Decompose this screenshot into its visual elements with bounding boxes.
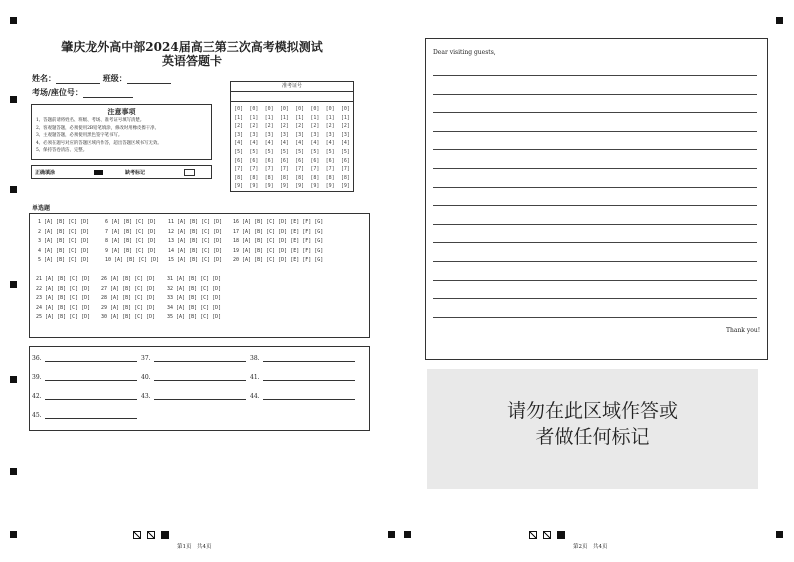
no-answer-line: 者做任何标记 — [535, 426, 650, 448]
exam-id-bubble[interactable]: [2] — [249, 123, 259, 130]
timing-mark — [10, 17, 17, 24]
mc-question-group — [105, 218, 159, 266]
writing-line[interactable] — [433, 317, 757, 318]
exam-id-bubble[interactable]: [6] — [249, 157, 259, 164]
exam-id-bubble[interactable]: [6] — [264, 157, 274, 164]
exam-id-bubble[interactable]: [6] — [340, 157, 350, 164]
writing-line[interactable] — [433, 131, 757, 132]
exam-id-bubble[interactable]: [8] — [310, 174, 320, 181]
exam-id-bubble[interactable]: [9] — [295, 183, 305, 190]
exam-id-bubble[interactable]: [3] — [249, 131, 259, 138]
timing-mark — [10, 186, 17, 193]
mc-question-row[interactable]: 18 [A] [B] [C] [D] [E] [F] [G] — [233, 238, 324, 244]
exam-id-bubble[interactable]: [2] — [325, 123, 335, 130]
writing-line[interactable] — [433, 149, 757, 150]
timing-mark — [10, 531, 17, 538]
notice-line: 5、保持答卷清洁、完整。 — [36, 148, 88, 153]
exam-id-bubble[interactable]: [6] — [279, 157, 289, 164]
fill-in-item[interactable] — [250, 374, 355, 381]
exam-id-bubble[interactable]: [8] — [295, 174, 305, 181]
writing-line[interactable] — [433, 112, 757, 113]
fill-in-answer-line[interactable] — [154, 374, 246, 381]
fill-in-box — [29, 346, 370, 431]
exam-id-bubble[interactable]: [5] — [340, 148, 350, 155]
exam-id-title: 准考证号 — [231, 82, 353, 92]
exam-id-bubble[interactable]: [1] — [264, 114, 274, 121]
mc-question-row[interactable]: 27 [A] [B] [C] [D] — [101, 285, 156, 292]
writing-box — [425, 38, 768, 360]
letter-greeting: Dear visiting guests, — [433, 49, 496, 56]
exam-id-bubble[interactable]: [1] — [340, 114, 350, 121]
mc-question-row[interactable]: 1 [A] [B] [C] [D] — [38, 219, 90, 225]
fill-in-answer-line[interactable] — [45, 393, 137, 400]
writing-line[interactable] — [433, 168, 757, 169]
exam-id-bubble[interactable]: [9] — [264, 183, 274, 190]
page-number: 第1页 共4页 — [177, 544, 212, 550]
fill-in-number: 39. — [32, 374, 42, 381]
page-marker-icon — [543, 531, 551, 539]
fill-in-item[interactable] — [141, 374, 246, 381]
fill-in-answer-line[interactable] — [45, 374, 137, 381]
no-answer-text — [427, 398, 758, 450]
exam-id-bubble[interactable]: [9] — [249, 183, 259, 190]
page-marker-icon — [529, 531, 537, 539]
mc-question-row[interactable]: 23 [A] [B] [C] [D] — [36, 295, 91, 301]
exam-id-bubble[interactable]: [1] — [295, 114, 305, 121]
exam-id-bubble[interactable]: [1] — [249, 114, 259, 121]
exam-id-bubble[interactable]: [3] — [264, 131, 274, 138]
mc-question-row[interactable]: 15 [A] [B] [C] [D] — [168, 257, 223, 263]
fill-in-answer-line[interactable] — [263, 374, 355, 381]
mc-question-row[interactable]: 10 [A] [B] [C] [D] — [105, 257, 160, 263]
writing-line[interactable] — [433, 261, 757, 262]
notice-line: 1、答题前请将姓名、班级、考场、准考证号填写清楚。 — [36, 118, 145, 123]
timing-mark — [10, 468, 17, 475]
exam-id-bubble[interactable]: [4] — [295, 140, 305, 147]
absent-mark-box[interactable] — [184, 169, 195, 176]
mc-question-group — [233, 218, 323, 266]
exam-id-bubble[interactable]: [9] — [234, 183, 244, 190]
fill-in-number: 45. — [32, 412, 42, 419]
fill-in-answer-line[interactable] — [45, 412, 137, 419]
exam-id-bubble[interactable]: [7] — [279, 166, 289, 173]
exam-id-bubble[interactable]: [5] — [249, 148, 259, 155]
exam-id-bubble[interactable]: [0] — [279, 106, 289, 112]
exam-id-bubble[interactable]: [0] — [264, 106, 274, 112]
exam-id-bubble[interactable]: [3] — [325, 131, 335, 138]
page-marker-icon — [133, 531, 141, 539]
exam-id-column — [249, 105, 258, 191]
correct-fill-label: 正确填涂 — [35, 170, 56, 176]
exam-id-bubble[interactable]: [5] — [295, 148, 305, 155]
mc-question-row[interactable]: 34 [A] [B] [C] [D] — [167, 304, 222, 311]
fill-in-item[interactable] — [141, 393, 246, 400]
exam-id-bubble[interactable]: [3] — [234, 131, 244, 138]
timing-mark — [776, 17, 783, 24]
fill-in-item[interactable] — [250, 355, 355, 362]
no-answer-line: 请勿在此区域作答或 — [506, 400, 678, 422]
mc-question-row[interactable]: 30 [A] [B] [C] [D] — [101, 314, 156, 320]
page-marker-icon — [147, 531, 155, 539]
exam-id-bubble[interactable]: [2] — [234, 123, 244, 130]
page-marker-icon — [161, 531, 169, 539]
exam-id-bubble[interactable]: [8] — [264, 174, 274, 181]
exam-id-bubble[interactable]: [5] — [234, 148, 244, 155]
mc-question-row[interactable]: 4 [A] [B] [C] [D] — [38, 247, 90, 254]
mc-question-row[interactable]: 20 [A] [B] [C] [D] [E] [F] [G] — [233, 257, 324, 263]
exam-id-bubble[interactable]: [4] — [325, 140, 335, 147]
exam-id-bubble[interactable]: [0] — [310, 106, 320, 112]
exam-id-bubble[interactable]: [4] — [340, 140, 350, 147]
correct-fill-sample-icon — [94, 170, 103, 175]
exam-id-write-row[interactable] — [231, 92, 353, 102]
exam-id-bubble[interactable]: [0] — [234, 106, 244, 112]
room-seat-field[interactable] — [32, 87, 133, 98]
exam-id-bubble[interactable]: [4] — [234, 140, 244, 147]
mc-box — [29, 213, 370, 338]
writing-line[interactable] — [433, 205, 757, 206]
sheet-title: 肇庆龙外高中部2024届高三第三次高考模拟测试 — [61, 40, 323, 54]
exam-id-column — [280, 105, 289, 191]
exam-id-bubble[interactable]: [0] — [340, 106, 350, 112]
exam-id-bubble[interactable]: [0] — [325, 106, 335, 112]
mc-question-row[interactable]: 29 [A] [B] [C] [D] — [101, 304, 156, 311]
exam-id-bubble-grid[interactable] — [231, 102, 353, 191]
timing-mark — [404, 531, 411, 538]
exam-id-bubble[interactable]: [7] — [249, 166, 259, 173]
mc-question-group — [36, 275, 90, 323]
exam-id-column — [326, 105, 335, 191]
notice-line: 2、客观题答题，必须使用2B铅笔填涂，修改时用橡皮擦干净。 — [36, 125, 159, 131]
exam-id-bubble[interactable]: [3] — [340, 131, 350, 138]
fill-in-item[interactable] — [32, 393, 137, 400]
timing-mark — [388, 531, 395, 538]
exam-id-bubble[interactable]: [3] — [279, 131, 289, 138]
exam-id-bubble[interactable]: [6] — [234, 157, 244, 164]
exam-id-bubble[interactable]: [8] — [249, 174, 259, 181]
exam-id-bubble[interactable]: [9] — [310, 183, 320, 190]
fill-in-number: 38. — [250, 355, 260, 362]
fill-in-item[interactable] — [32, 355, 137, 362]
exam-id-bubble[interactable]: [6] — [310, 157, 320, 164]
fill-in-item[interactable] — [141, 355, 246, 362]
exam-id-bubble[interactable]: [5] — [264, 148, 274, 155]
room-seat-label: 考场/座位号： — [32, 87, 83, 97]
exam-id-bubble[interactable]: [7] — [340, 166, 350, 173]
fill-in-number: 40. — [141, 374, 151, 381]
exam-id-bubble[interactable]: [2] — [295, 123, 305, 130]
fill-in-item[interactable] — [250, 393, 355, 400]
exam-id-bubble[interactable]: [8] — [234, 174, 244, 181]
exam-id-column — [295, 105, 304, 191]
fill-in-answer-line[interactable] — [154, 355, 246, 362]
mc-question-row[interactable]: 26 [A] [B] [C] [D] — [101, 276, 156, 282]
fill-in-answer-line[interactable] — [263, 393, 355, 400]
no-answer-zone — [427, 369, 758, 489]
fill-in-answer-line[interactable] — [45, 355, 137, 362]
notice-line: 3、主观题答题，必须使用黑色签字笔书写。 — [36, 133, 123, 138]
exam-id-bubble[interactable]: [1] — [325, 114, 335, 121]
mc-question-row[interactable]: 21 [A] [B] [C] [D] — [36, 276, 91, 282]
mc-question-row[interactable]: 35 [A] [B] [C] [D] — [167, 314, 222, 320]
exam-id-bubble[interactable]: [4] — [279, 140, 289, 147]
exam-id-bubble[interactable]: [9] — [279, 183, 289, 190]
timing-mark — [10, 281, 17, 288]
exam-id-bubble[interactable]: [5] — [325, 148, 335, 155]
timing-mark — [10, 96, 17, 103]
writing-line[interactable] — [433, 280, 757, 281]
writing-line[interactable] — [433, 298, 757, 299]
mc-question-group — [38, 218, 89, 266]
name-label: 姓名： — [32, 73, 56, 83]
exam-id-bubble[interactable]: [2] — [340, 123, 350, 130]
exam-id-bubble[interactable]: [2] — [279, 123, 289, 130]
mc-question-row[interactable]: 3 [A] [B] [C] [D] — [38, 238, 90, 244]
mc-question-row[interactable]: 16 [A] [B] [C] [D] [E] [F] [G] — [233, 219, 324, 225]
writing-line[interactable] — [433, 75, 757, 76]
fill-in-number: 37. — [141, 355, 151, 362]
timing-mark — [10, 376, 17, 383]
fill-in-number: 36. — [32, 355, 42, 362]
mc-question-row[interactable]: 31 [A] [B] [C] [D] — [167, 276, 222, 282]
mc-question-row[interactable]: 9 [A] [B] [C] [D] — [105, 247, 157, 254]
mc-question-row[interactable]: 22 [A] [B] [C] [D] — [36, 285, 91, 292]
mc-question-row[interactable]: 32 [A] [B] [C] [D] — [167, 285, 222, 292]
exam-id-bubble[interactable]: [7] — [310, 166, 320, 173]
exam-id-bubble[interactable]: [4] — [310, 140, 320, 147]
mc-question-row[interactable]: 13 [A] [B] [C] [D] — [168, 238, 223, 244]
name-field[interactable] — [32, 73, 171, 84]
notice-title: 注意事项 — [107, 107, 136, 116]
timing-mark — [776, 531, 783, 538]
exam-id-bubble[interactable]: [3] — [295, 131, 305, 138]
exam-id-bubble[interactable]: [9] — [340, 183, 350, 190]
exam-id-bubble[interactable]: [8] — [325, 174, 335, 181]
exam-id-bubble[interactable]: [0] — [295, 106, 305, 112]
exam-id-bubble[interactable]: [2] — [264, 123, 274, 130]
exam-id-bubble[interactable]: [7] — [264, 166, 274, 173]
fill-in-item[interactable] — [32, 412, 137, 419]
fill-in-number: 43. — [141, 393, 151, 400]
exam-id-bubble[interactable]: [5] — [279, 148, 289, 155]
class-label: 班级： — [102, 73, 127, 83]
fill-in-answer-line[interactable] — [263, 355, 355, 362]
writing-line[interactable] — [433, 94, 757, 95]
mc-question-group — [101, 275, 155, 323]
exam-id-bubble[interactable]: [4] — [249, 140, 259, 147]
mc-question-row[interactable]: 6 [A] [B] [C] [D] — [105, 219, 157, 225]
exam-id-bubble[interactable]: [4] — [264, 140, 274, 147]
mc-question-row[interactable]: 11 [A] [B] [C] [D] — [168, 219, 223, 225]
exam-id-bubble[interactable]: [8] — [340, 174, 350, 181]
exam-id-column — [265, 105, 274, 191]
fill-in-number: 44. — [250, 393, 260, 400]
letter-closing: Thank you! — [726, 327, 761, 334]
mc-question-group — [167, 275, 221, 323]
exam-id-bubble[interactable]: [8] — [279, 174, 289, 181]
sheet-subtitle: 英语答题卡 — [161, 54, 222, 68]
exam-id-column — [234, 105, 243, 191]
writing-line[interactable] — [433, 187, 757, 188]
notice-line: 4、必须在题号对应的答题区域内作答，超出答题区域书写无效。 — [36, 140, 162, 146]
exam-id-box — [230, 81, 354, 192]
exam-id-bubble[interactable]: [7] — [295, 166, 305, 173]
exam-id-column — [310, 105, 319, 191]
mc-section-title: 单选题 — [32, 205, 51, 212]
notice-box — [31, 104, 212, 160]
writing-line[interactable] — [433, 224, 757, 225]
mc-question-row[interactable]: 5 [A] [B] [C] [D] — [38, 257, 90, 263]
mc-question-row[interactable]: 19 [A] [B] [C] [D] [E] [F] [G] — [233, 247, 324, 254]
exam-id-bubble[interactable]: [1] — [279, 114, 289, 121]
mc-question-row[interactable]: 28 [A] [B] [C] [D] — [101, 295, 156, 301]
fill-in-answer-line[interactable] — [154, 393, 246, 400]
absent-mark-label: 缺考标记 — [125, 170, 146, 176]
page-marker-icon — [557, 531, 565, 539]
page-number: 第2页 共4页 — [573, 544, 608, 550]
fill-in-item[interactable] — [32, 374, 137, 381]
mc-question-row[interactable]: 25 [A] [B] [C] [D] — [36, 314, 91, 320]
mc-question-row[interactable]: 12 [A] [B] [C] [D] — [168, 228, 223, 235]
mc-question-row[interactable]: 8 [A] [B] [C] [D] — [105, 238, 157, 244]
exam-id-bubble[interactable]: [6] — [325, 157, 335, 164]
mc-question-row[interactable]: 33 [A] [B] [C] [D] — [167, 295, 222, 301]
exam-id-bubble[interactable]: [7] — [325, 166, 335, 173]
mc-question-row[interactable]: 17 [A] [B] [C] [D] [E] [F] [G] — [233, 228, 324, 235]
writing-line[interactable] — [433, 242, 757, 243]
exam-id-bubble[interactable]: [3] — [310, 131, 320, 138]
exam-id-column — [341, 105, 350, 191]
mc-question-row[interactable]: 14 [A] [B] [C] [D] — [168, 247, 223, 254]
exam-id-bubble[interactable]: [9] — [325, 183, 335, 190]
exam-id-bubble[interactable]: [1] — [234, 114, 244, 121]
exam-id-bubble[interactable]: [2] — [310, 123, 320, 130]
fill-in-number: 41. — [250, 374, 260, 381]
mc-question-row[interactable]: 2 [A] [B] [C] [D] — [38, 228, 90, 235]
exam-id-bubble[interactable]: [6] — [295, 157, 305, 164]
exam-id-bubble[interactable]: [1] — [310, 114, 320, 121]
fill-example-box — [31, 165, 212, 179]
exam-id-bubble[interactable]: [0] — [249, 106, 259, 112]
fill-in-number: 42. — [32, 393, 42, 400]
mc-question-group — [168, 218, 222, 266]
mc-question-row[interactable]: 24 [A] [B] [C] [D] — [36, 304, 91, 311]
exam-id-bubble[interactable]: [7] — [234, 166, 244, 173]
exam-id-bubble[interactable]: [5] — [310, 148, 320, 155]
mc-question-row[interactable]: 7 [A] [B] [C] [D] — [105, 228, 157, 235]
